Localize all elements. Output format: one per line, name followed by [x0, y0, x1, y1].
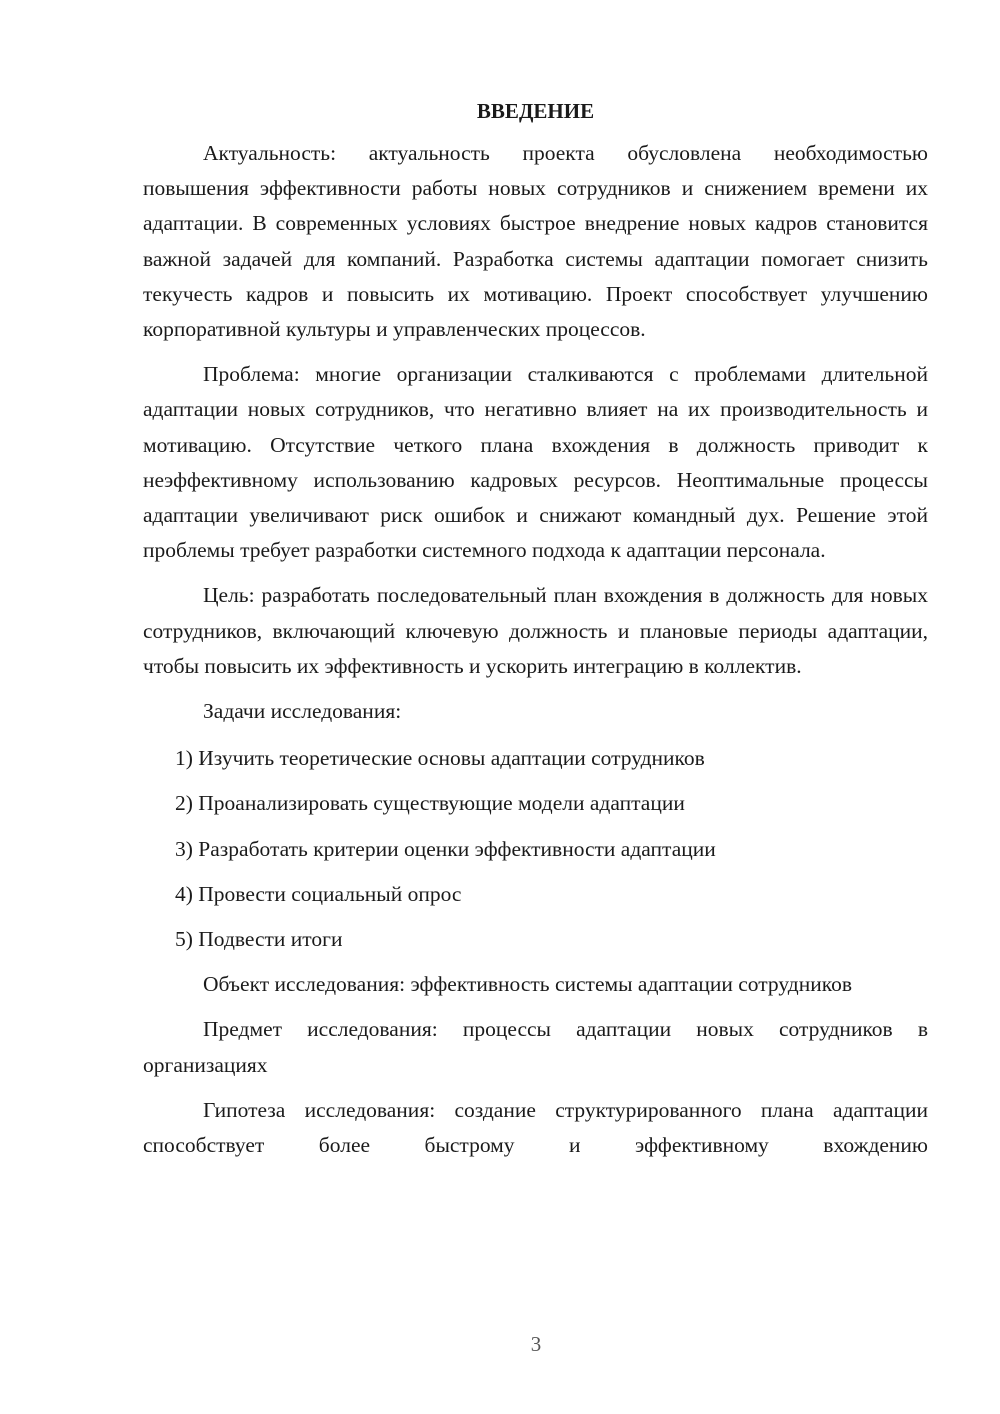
task-item: 4) Провести социальный опрос — [175, 881, 462, 906]
paragraph-problem: Проблема: многие организации сталкиваются с проблемами длительной адаптации новых сотрудников, что негативно влияет на их производительность и мотивацию. Отсутствие четкого плана вхождения в должность приводит к неэффективному использованию кадровых ресурсов. Неоптимальные процессы адаптации увеличивают риск ошибок и снижают командный дух. Решение этой проблемы требует разработки системного подхода к адаптации персонала. — [143, 362, 928, 563]
page-number: 3 — [530, 1332, 542, 1356]
task-list — [143, 741, 928, 957]
document-page — [143, 94, 928, 1173]
paragraph-goal: Цель: разработать последовательный план вхождения в должность для новых сотрудников, включающий ключевую должность и плановые периоды адаптации, чтобы повысить их эффективность и ускорить интеграцию в коллектив. — [143, 583, 928, 678]
tasks-heading: Задачи исследования: — [203, 699, 402, 724]
paragraph-subject: Предмет исследования: процессы адаптации новых сотрудников в организациях — [143, 1017, 928, 1077]
task-item: 3) Разработать критерии оценки эффективности адаптации — [175, 836, 716, 861]
paragraph-object: Объект исследования: эффективность системы адаптации сотрудников — [203, 972, 852, 997]
document-title: ВВЕДЕНИЕ — [476, 99, 595, 123]
task-item: 5) Подвести итоги — [175, 927, 343, 952]
task-item: 2) Проанализировать существующие модели адаптации — [175, 791, 685, 816]
task-item: 1) Изучить теоретические основы адаптации сотрудников — [175, 746, 705, 771]
paragraph-relevance: Актуальность: актуальность проекта обусловлена необходимостью повышения эффективности работы новых сотрудников и снижением времени их адаптации. В современных условиях быстрое внедрение новых кадров становится важной задачей для компаний. Разработка системы адаптации помогает снизить текучесть кадров и повысить их мотивацию. Проект способствует улучшению корпоративной культуры и управленческих процессов. — [143, 141, 928, 342]
paragraph-hypothesis: Гипотеза исследования: создание структурированного плана адаптации способствует более быстрому и эффективному вхождению — [143, 1097, 928, 1158]
